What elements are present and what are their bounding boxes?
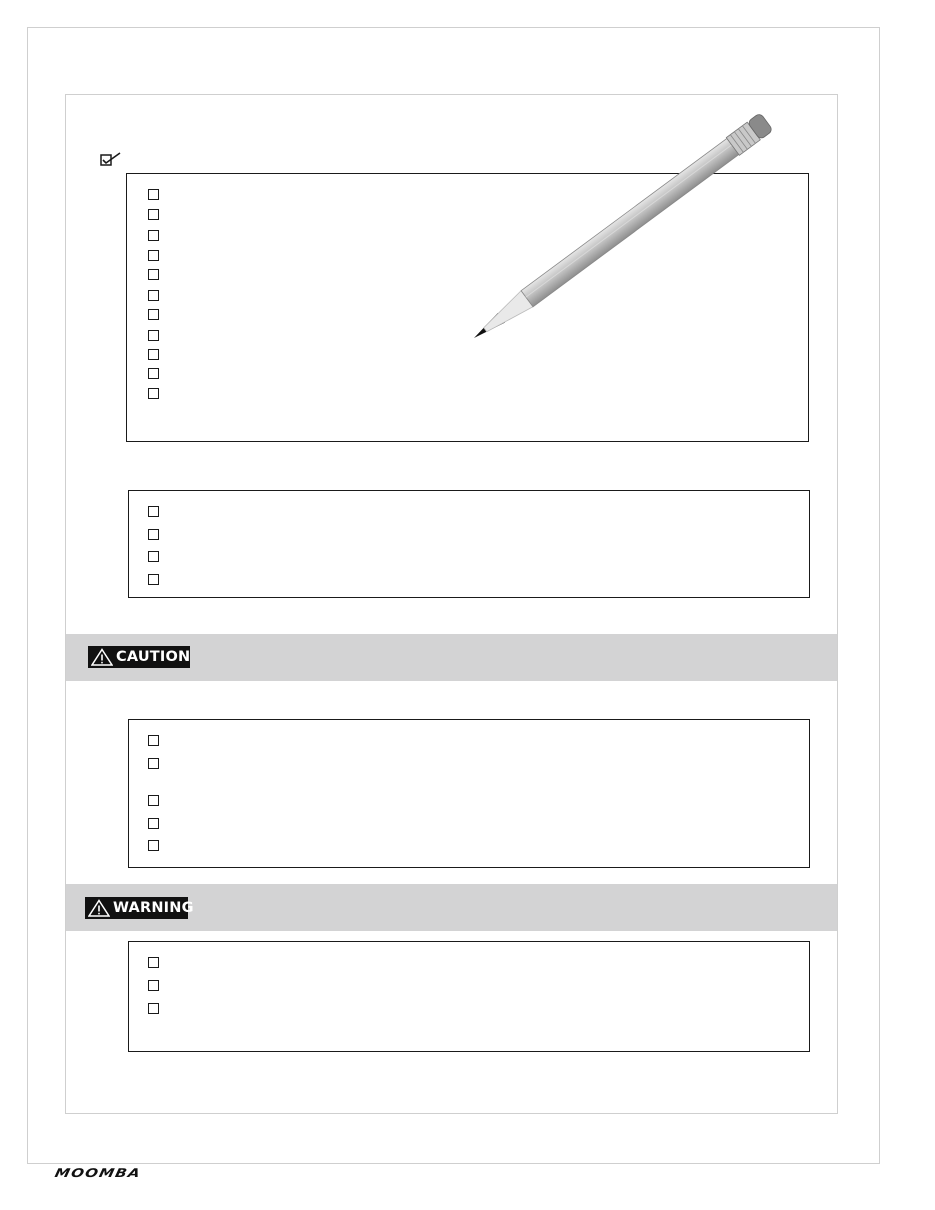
checkbox[interactable] (148, 840, 159, 851)
checklist-box-4 (128, 941, 810, 1052)
pencil-illustration (460, 110, 780, 350)
checkbox[interactable] (148, 1003, 159, 1014)
warning-triangle-icon (88, 899, 110, 917)
checkbox[interactable] (148, 758, 159, 769)
checkbox[interactable] (148, 230, 159, 241)
checkbox[interactable] (148, 290, 159, 301)
checkbox[interactable] (148, 795, 159, 806)
caution-badge (88, 646, 190, 668)
checked-checkbox-icon (100, 152, 124, 168)
checkbox[interactable] (148, 506, 159, 517)
warning-triangle-icon (91, 648, 113, 666)
checkbox[interactable] (148, 574, 159, 585)
checkbox[interactable] (148, 980, 159, 991)
checkbox[interactable] (148, 209, 159, 220)
checkbox[interactable] (148, 309, 159, 320)
checkbox[interactable] (148, 189, 159, 200)
checkbox[interactable] (148, 368, 159, 379)
checkbox[interactable] (148, 529, 159, 540)
checkbox[interactable] (148, 330, 159, 341)
warning-badge (85, 897, 194, 919)
checkbox[interactable] (148, 551, 159, 562)
checkbox[interactable] (148, 349, 159, 360)
warning-label: WARNING (113, 900, 194, 916)
brand-logo: MOOMBA (53, 1166, 143, 1180)
checkbox[interactable] (148, 269, 159, 280)
checkbox[interactable] (148, 735, 159, 746)
caution-label: CAUTION (116, 649, 191, 665)
checkbox[interactable] (148, 957, 159, 968)
checklist-box-3 (128, 719, 810, 868)
checkbox[interactable] (148, 818, 159, 829)
checklist-box-2 (128, 490, 810, 598)
checkbox[interactable] (148, 388, 159, 399)
checkbox[interactable] (148, 250, 159, 261)
